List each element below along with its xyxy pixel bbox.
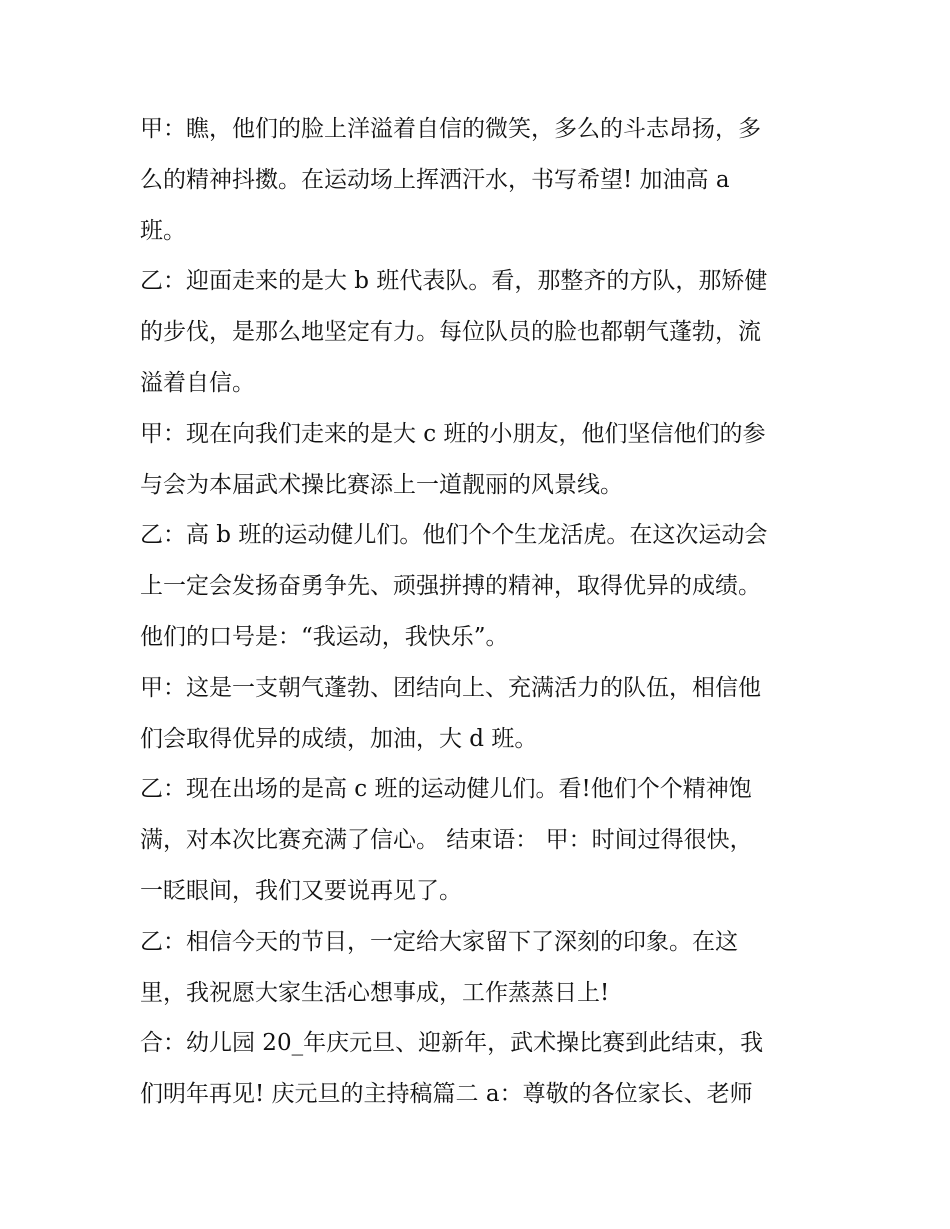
text-line: 合：幼儿园 20_年庆元旦、迎新年，武术操比赛到此结束，我 — [140, 1030, 764, 1057]
text-line: 班。 — [140, 217, 186, 244]
text-line: 上一定会发扬奋勇争先、顽强拼搏的精神，取得优异的成绩。 — [140, 573, 761, 600]
text-line: 甲：现在向我们走来的是大 c 班的小朋友，他们坚信他们的参 — [140, 420, 766, 447]
text-line: 乙：迎面走来的是大 b 班代表队。看，那整齐的方队，那矫健 — [140, 268, 768, 295]
text-line: 溢着自信。 — [140, 369, 255, 396]
text-line: 乙：现在出场的是高 c 班的运动健儿们。看!他们个个精神饱 — [140, 776, 752, 803]
text-line: 甲：这是一支朝气蓬勃、团结向上、充满活力的队伍，相信他 — [140, 674, 761, 701]
text-line: 的步伐，是那么地坚定有力。每位队员的脸也都朝气蓬勃，流 — [140, 319, 761, 346]
text-line: 们会取得优异的成绩，加油，大 d 班。 — [140, 725, 538, 752]
text-line: 乙：相信今天的节目，一定给大家留下了深刻的印象。在这 — [140, 928, 738, 955]
text-line: 么的精神抖擞。在运动场上挥洒汗水，书写希望! 加油高 a — [140, 166, 730, 193]
document-body — [140, 104, 820, 1120]
text-line: 甲：瞧，他们的脸上洋溢着自信的微笑，多么的斗志昂扬，多 — [140, 116, 761, 142]
text-line: 与会为本届武术操比赛添上一道靓丽的风景线。 — [140, 471, 623, 498]
text-line: 满，对本次比赛充满了信心。 结束语： 甲：时间过得很快， — [140, 827, 753, 854]
text-line: 们明年再见! 庆元旦的主持稿篇二 a：尊敬的各位家长、老师 — [140, 1081, 753, 1108]
text-line: 里，我祝愿大家生活心想事成，工作蒸蒸日上! — [140, 979, 610, 1006]
text-line: 乙：高 b 班的运动健儿们。他们个个生龙活虎。在这次运动会 — [140, 522, 768, 549]
text-line: 一眨眼间，我们又要说再见了。 — [140, 877, 462, 904]
text-line: 他们的口号是：“我运动，我快乐”。 — [140, 623, 509, 650]
